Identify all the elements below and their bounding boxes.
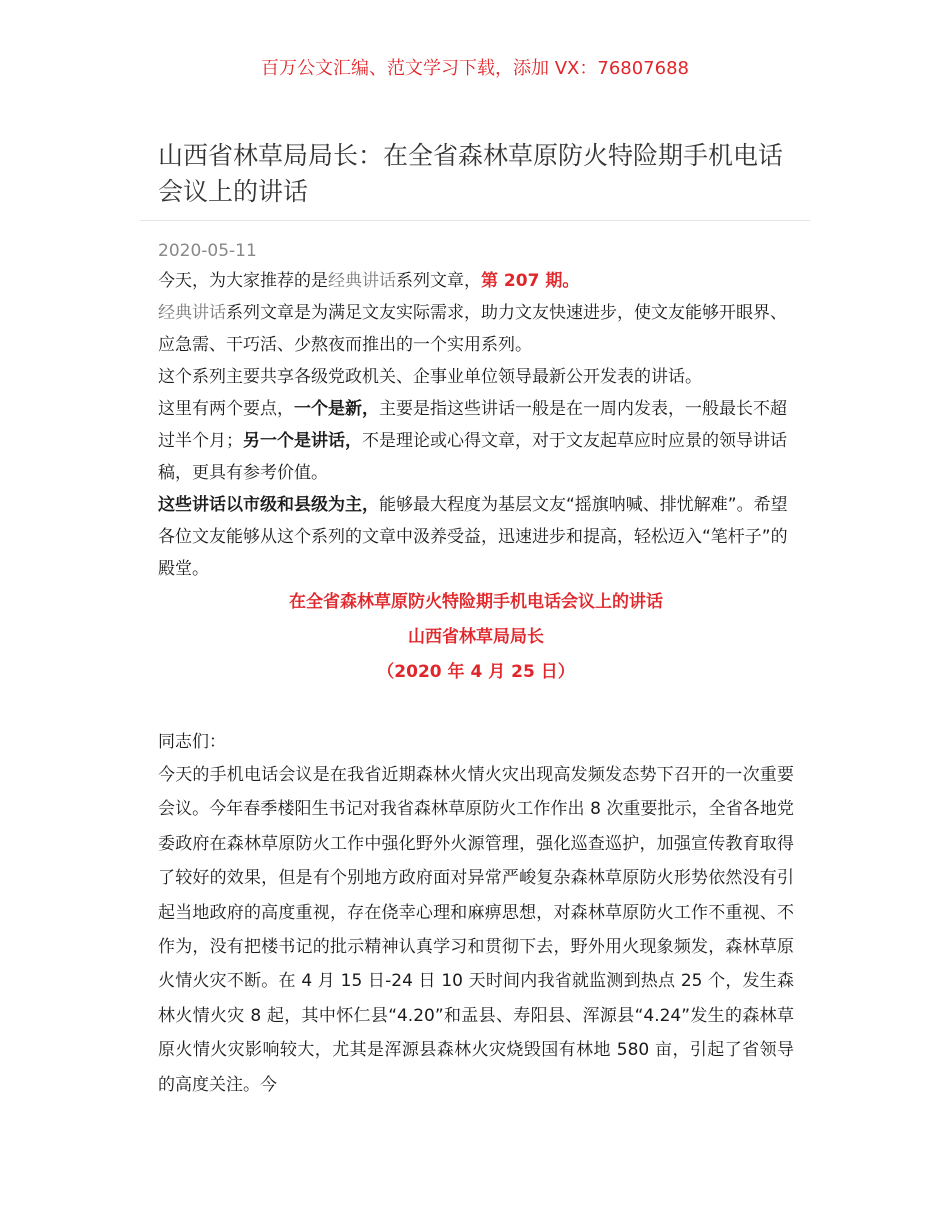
series-name: 经典讲话 bbox=[158, 303, 226, 323]
article-title: 山西省林草局局长：在全省森林草原防火特险期手机电话会议上的讲话 bbox=[158, 141, 784, 206]
intro-paragraph-1 bbox=[158, 265, 794, 297]
promo-banner: 百万公文汇编、范文学习下载，添加 VX：76807688 bbox=[261, 58, 689, 79]
article-content bbox=[158, 265, 794, 1102]
speech-title: 在全省森林草原防火特险期手机电话会议上的讲话 bbox=[289, 592, 663, 612]
speech-body: 今天的手机电话会议是在我省近期森林火情火灾出现高发频发态势下召开的一次重要会议。今年春季楼阳生书记对我省森林草原防火工作作出 8 次重要批示，全省各地党委政府在森林草原防火工作中强化野外火源管理，强化巡查巡护，加强宣传教育取得了较好的效果，但是有个别地方政府面对异常严峻复杂森林草原防火形势依然没有引起当地政府的高度重视，存在侥幸心理和麻痹思想，对森林草原防火工作不重视、不作为，没有把楼书记的批示精神认真学习和贯彻下去，野外用火现象频发，森林草原火情火灾不断。在 4 月 15 日-24 日 10 天时间内我省就监测到热点 25 个，发生森林火情火灾 8 起，其中怀仁县“4.20”和盂县、寿阳县、浑源县“4.24”发生的森林草原火情火灾影响较大，尤其是浑源县森林火灾烧毁国有林地 580 亩，引起了省领导的高度关注。今 bbox=[158, 765, 794, 1095]
speech-date: （2020 年 4 月 25 日） bbox=[377, 662, 575, 682]
issue-number: 第 207 期。 bbox=[481, 271, 580, 291]
title-divider bbox=[140, 220, 810, 221]
section-spacer bbox=[158, 690, 794, 726]
intro-p5-text: 能够最大程度为基层文友“摇旗呐喊、排忧解难”。希望各位文友能够从这个系列的文章中汲养受益，迅速进步和提高，轻松迈入“笔杆子”的殿堂。 bbox=[158, 495, 788, 579]
speech-salutation: 同志们： bbox=[158, 732, 226, 752]
intro-p4-prefix: 这里有两个要点， bbox=[158, 399, 294, 419]
intro-p4-suffix: 不是理论或心得文章，对于文友起草应时应景的领导讲话稿，更具有参考价值。 bbox=[158, 431, 787, 483]
intro-p2-text: 系列文章是为满足文友实际需求，助力文友快速进步，使文友能够开眼界、应急需、干巧活、少熬夜而推出的一个实用系列。 bbox=[158, 303, 787, 355]
intro-p1-prefix: 今天，为大家推荐的是 bbox=[158, 271, 328, 291]
speech-speaker: 山西省林草局局长 bbox=[408, 627, 544, 647]
intro-paragraph-4 bbox=[158, 393, 794, 489]
series-name: 经典讲话 bbox=[328, 271, 396, 291]
intro-p1-mid: 系列文章， bbox=[396, 271, 481, 291]
intro-paragraph-2 bbox=[158, 297, 794, 361]
publish-date: 2020-05-11 bbox=[158, 241, 257, 261]
intro-p4-mid: 主要是指这些讲话一般是在一周内发表，一般最长不超过半个月； bbox=[158, 399, 787, 451]
key-point-speech: 另一个是讲话， bbox=[243, 431, 362, 451]
key-point-level: 这些讲话以市级和县级为主， bbox=[158, 495, 379, 515]
intro-paragraph-5 bbox=[158, 489, 794, 585]
key-point-new: 一个是新， bbox=[294, 399, 379, 419]
intro-paragraph-3: 这个系列主要共享各级党政机关、企事业单位领导最新公开发表的讲话。 bbox=[158, 367, 702, 387]
